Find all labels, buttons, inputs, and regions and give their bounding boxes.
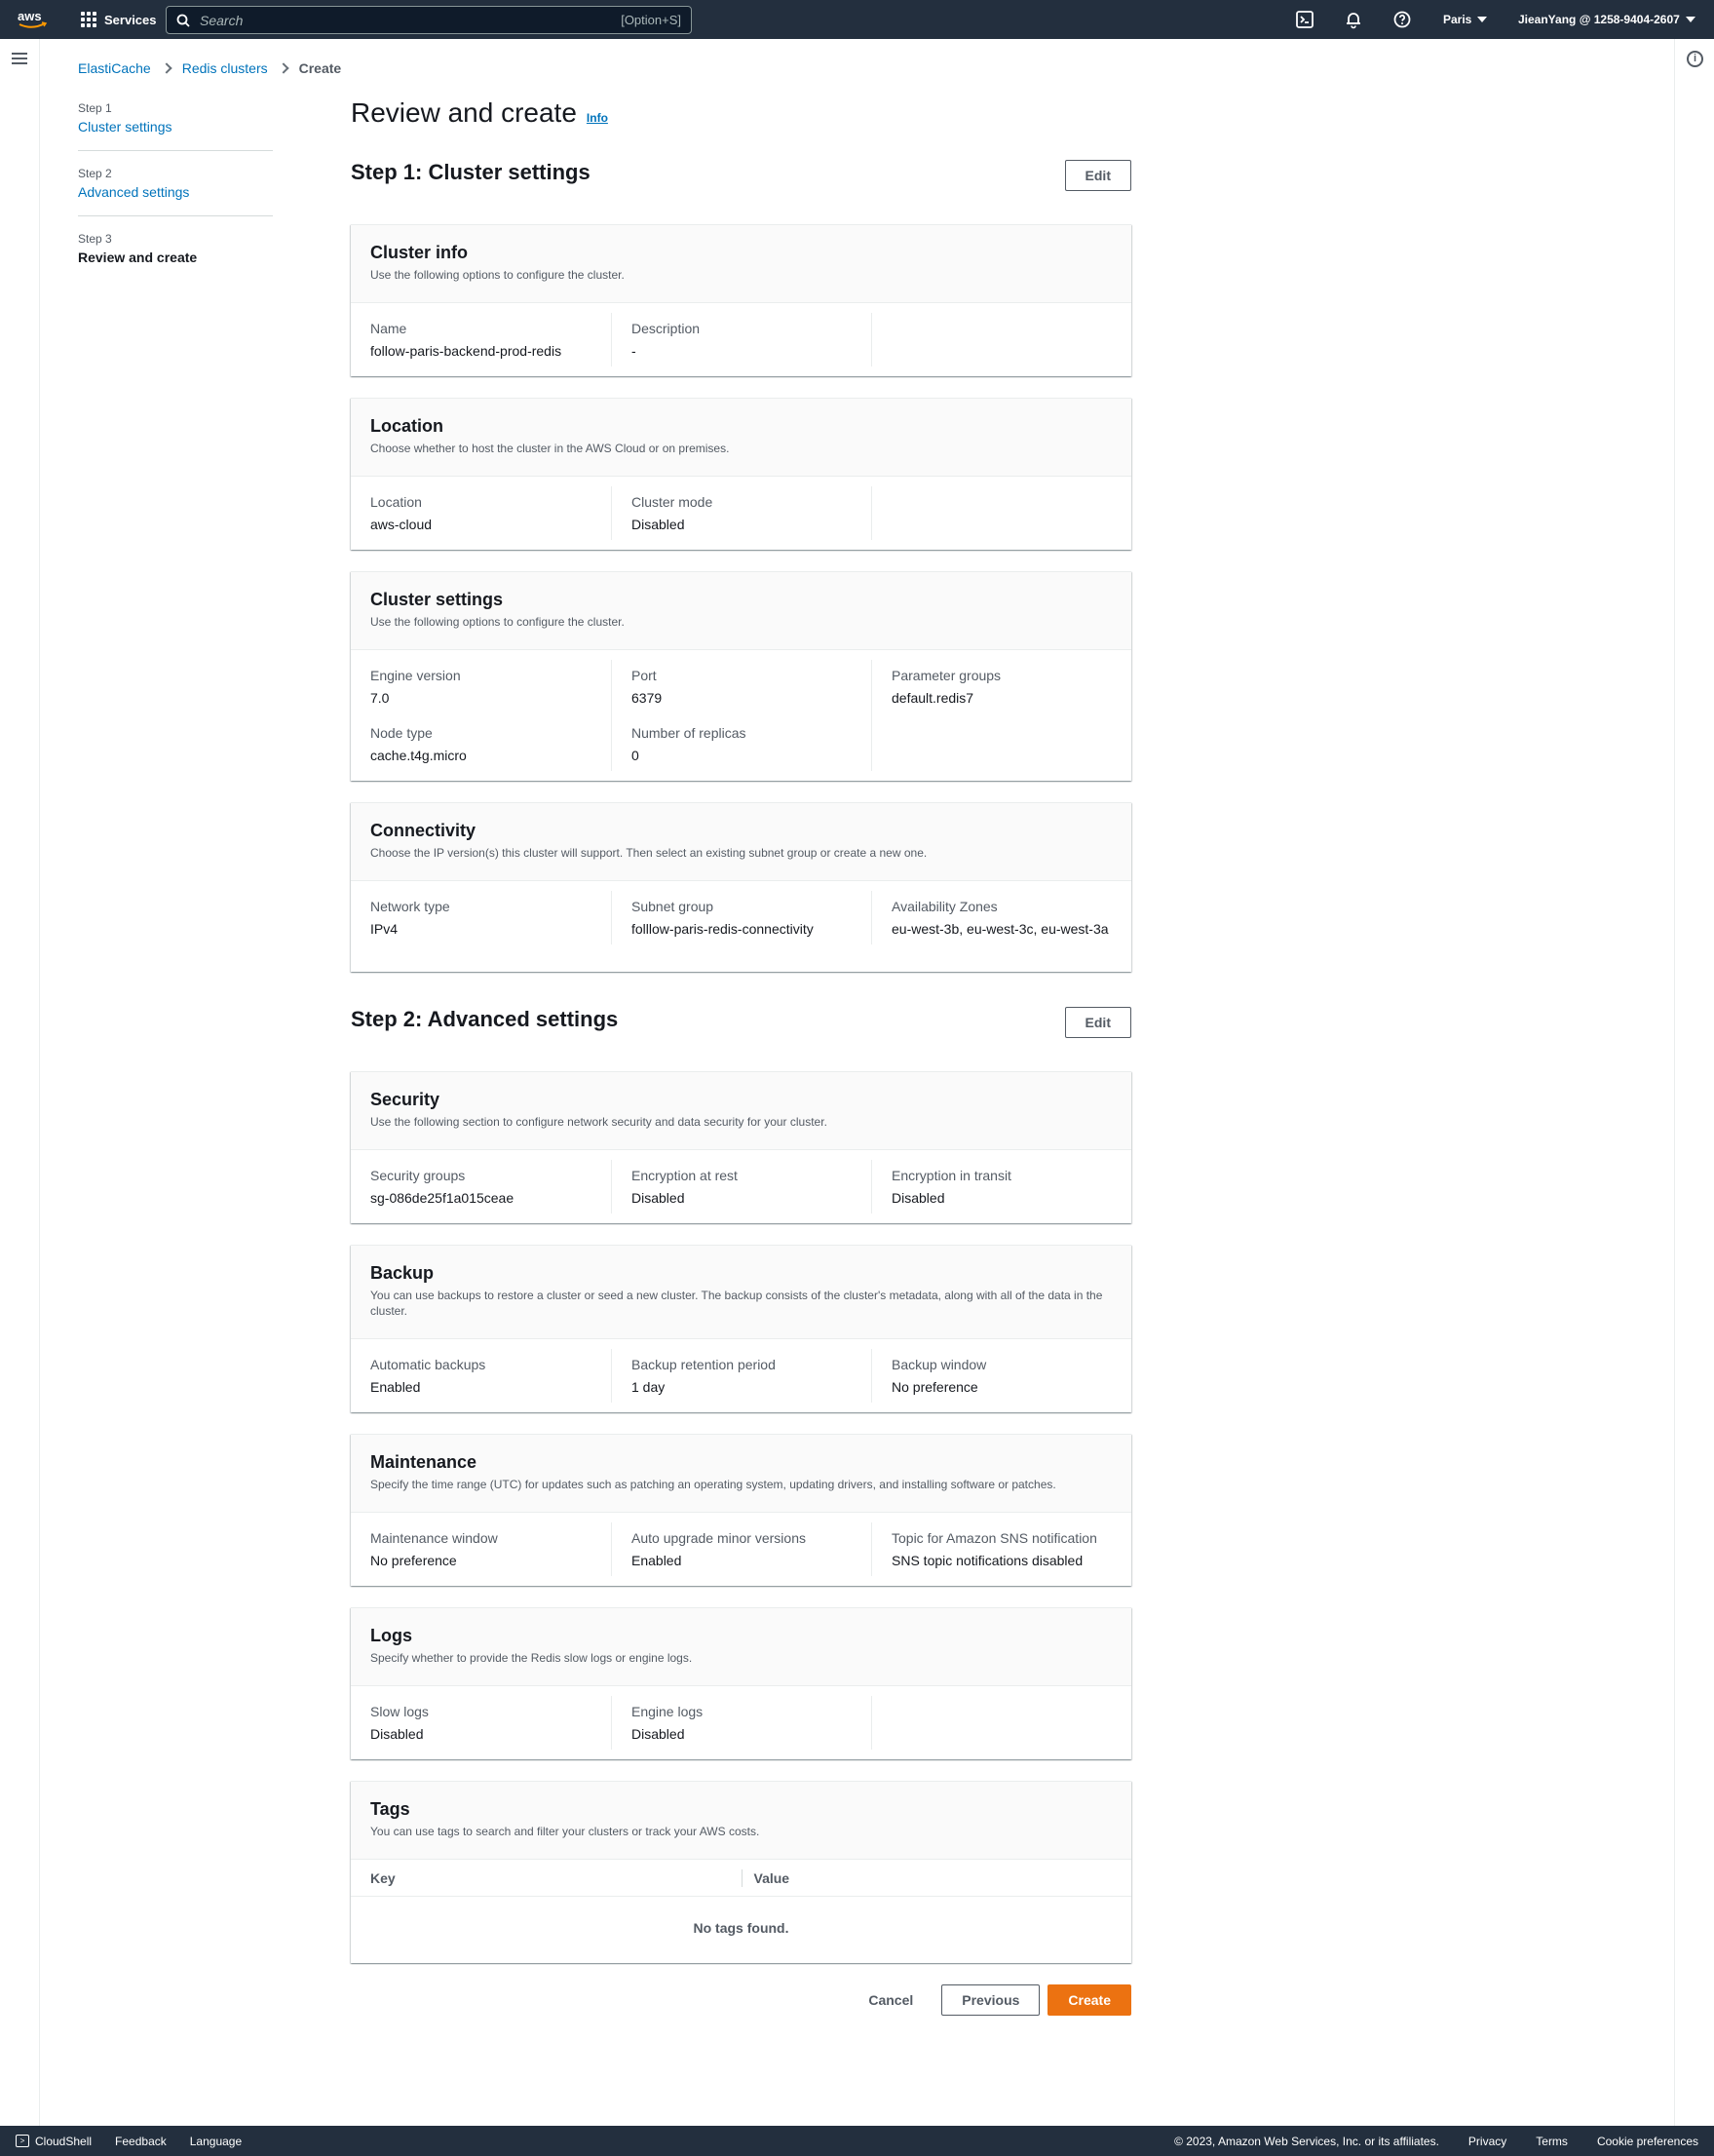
field-label: Security groups: [370, 1168, 466, 1183]
field-label: Engine logs: [631, 1704, 704, 1719]
column: [351, 486, 611, 540]
port-value: 6379: [631, 690, 663, 706]
panel-body: [351, 477, 1131, 550]
search-placeholder: Search: [200, 12, 244, 28]
field-label: Backup window: [892, 1357, 987, 1372]
panel-header: [351, 1608, 1131, 1686]
panel-description: Specify whether to provide the Redis slow logs or engine logs.: [370, 1651, 693, 1665]
field-label: Backup retention period: [631, 1357, 776, 1372]
cluster-name-value: follow-paris-backend-prod-redis: [370, 343, 562, 359]
maintenance-window-value: No preference: [370, 1553, 457, 1568]
automatic-backups-value: Enabled: [370, 1379, 421, 1395]
page-header: [351, 97, 1131, 129]
footer: [0, 2126, 1714, 2156]
engine-logs-value: Disabled: [631, 1726, 685, 1742]
column: [871, 1696, 1131, 1750]
encryption-transit-value: Disabled: [892, 1190, 945, 1206]
caret-down-icon: [1686, 17, 1695, 22]
wizard-step-2: [78, 167, 273, 216]
panel-header: [351, 572, 1131, 650]
column: [871, 313, 1131, 366]
column: [611, 660, 871, 771]
field-label: Maintenance window: [370, 1530, 498, 1546]
breadcrumb-elasticache[interactable]: ElastiCache: [78, 60, 151, 76]
retention-period-value: 1 day: [631, 1379, 666, 1395]
column: [351, 1522, 611, 1576]
column: [611, 1696, 871, 1750]
column-header-value: Value: [742, 1869, 1132, 1887]
backup-window-value: No preference: [892, 1379, 978, 1395]
field-label: Location: [370, 494, 422, 510]
subnet-group-value: folllow-paris-redis-connectivity: [631, 921, 814, 937]
column-header-key: Key: [370, 1869, 396, 1886]
panel-header: [351, 399, 1131, 477]
grid-icon: [81, 12, 96, 27]
field-label: Encryption at rest: [631, 1168, 738, 1183]
step-number: Step 1: [78, 101, 112, 115]
encryption-rest-value: Disabled: [631, 1190, 685, 1206]
main-content: [351, 97, 1131, 2016]
panel-description: Choose the IP version(s) this cluster will support. Then select an existing subnet group or create a new one.: [370, 846, 928, 860]
step2-title: Step 2: Advanced settings: [351, 1007, 619, 1031]
wizard-step-current: Review and create: [78, 250, 198, 265]
step2-edit-button[interactable]: Edit: [1065, 1007, 1131, 1038]
parameter-group-value: default.redis7: [892, 690, 974, 706]
panel-body: [351, 1339, 1131, 1412]
slow-logs-value: Disabled: [370, 1726, 424, 1742]
column: [351, 1160, 611, 1213]
account-menu[interactable]: [1518, 0, 1695, 39]
panel-header: [351, 1435, 1131, 1513]
copyright-text: © 2023, Amazon Web Services, Inc. or its affiliates.: [1174, 2134, 1439, 2148]
column: [611, 1160, 871, 1213]
previous-button[interactable]: Previous: [941, 1984, 1040, 2016]
network-type-value: IPv4: [370, 921, 399, 937]
step-number: Step 2: [78, 167, 112, 180]
panel-description: Use the following options to configure the cluster.: [370, 268, 625, 282]
field-label: Encryption in transit: [892, 1168, 1011, 1183]
create-button[interactable]: Create: [1047, 1984, 1131, 2016]
column: [871, 486, 1131, 540]
breadcrumb-redis-clusters[interactable]: Redis clusters: [181, 60, 268, 76]
cluster-settings-panel: [351, 571, 1131, 781]
wizard-step-3: [78, 232, 273, 281]
wizard-step-link-cluster-settings[interactable]: Cluster settings: [78, 119, 172, 135]
hamburger-menu-icon[interactable]: [12, 53, 27, 64]
panel-title: Backup: [370, 1263, 435, 1283]
panel-body: [351, 1686, 1131, 1759]
panel-title: Maintenance: [370, 1452, 477, 1472]
region-label: Paris: [1443, 13, 1472, 26]
panel-header: [351, 803, 1131, 881]
search-input[interactable]: [166, 6, 692, 34]
step2-header: [351, 1007, 1131, 1041]
field-label: Parameter groups: [892, 668, 1002, 683]
search-icon: [176, 14, 190, 27]
column: [871, 1349, 1131, 1403]
panel-title: Cluster info: [370, 243, 469, 262]
field-label: Auto upgrade minor versions: [631, 1530, 806, 1546]
panel-header: [351, 1072, 1131, 1150]
field-label: Network type: [370, 899, 450, 914]
sns-topic-value: SNS topic notifications disabled: [892, 1553, 1084, 1568]
panel-title: Logs: [370, 1626, 412, 1645]
step-number: Step 3: [78, 232, 112, 246]
privacy-link[interactable]: Privacy: [1467, 2134, 1507, 2148]
replicas-value: 0: [631, 748, 639, 763]
field-label: Number of replicas: [631, 725, 746, 741]
step1-edit-button[interactable]: Edit: [1065, 160, 1131, 191]
panel-body: [351, 650, 1131, 781]
column: [611, 486, 871, 540]
panel-body: [351, 881, 1131, 972]
step1-title: Step 1: Cluster settings: [351, 160, 590, 184]
column: [351, 891, 611, 944]
caret-down-icon: [1477, 17, 1487, 22]
chevron-right-icon: [161, 62, 171, 73]
logs-panel: [351, 1607, 1131, 1759]
panel-description: You can use tags to search and filter your clusters or track your AWS costs.: [370, 1825, 760, 1838]
info-link[interactable]: Info: [586, 111, 608, 125]
field-label: Node type: [370, 725, 433, 741]
panel-title: Security: [370, 1090, 440, 1109]
panel-title: Cluster settings: [370, 590, 504, 609]
panel-header: [351, 1246, 1131, 1339]
field-label: Port: [631, 668, 657, 683]
column: [611, 1522, 871, 1576]
column: [871, 1160, 1131, 1213]
column: [871, 660, 1131, 771]
form-actions: [351, 1984, 1131, 2016]
description-value: -: [631, 343, 636, 359]
panel-description: You can use backups to restore a cluster or seed a new cluster. The backup consists of the cluster's metadata, along with all of the data in the cluster.: [370, 1289, 1103, 1318]
panel-body: [351, 303, 1131, 376]
column: [871, 891, 1131, 944]
panel-header: [351, 1782, 1131, 1860]
notifications-bell-icon[interactable]: [1344, 10, 1363, 29]
step1-header: [351, 160, 1131, 194]
tags-table: [351, 1860, 1131, 1963]
cancel-button[interactable]: Cancel: [848, 1984, 933, 2016]
cloudshell-icon[interactable]: [1295, 10, 1314, 29]
column: [611, 313, 871, 366]
node-type-value: cache.t4g.micro: [370, 748, 467, 763]
help-icon[interactable]: [1392, 10, 1412, 29]
aws-logo[interactable]: [17, 8, 48, 31]
left-nav-rail: [0, 39, 40, 2126]
column: [611, 891, 871, 944]
column: [871, 1522, 1131, 1576]
security-panel: [351, 1071, 1131, 1223]
availability-zones-value: eu-west-3b, eu-west-3c, eu-west-3a: [892, 921, 1109, 937]
top-navigation: [0, 0, 1714, 39]
column: [351, 1349, 611, 1403]
wizard-steps: [78, 101, 273, 296]
panel-body: [351, 1150, 1131, 1223]
services-menu-button[interactable]: [81, 0, 157, 39]
field-label: Engine version: [370, 668, 461, 683]
security-group-value: sg-086de25f1a015ceae: [370, 1190, 514, 1206]
account-label: JieanYang @ 1258-9404-2607: [1518, 13, 1680, 26]
language-link[interactable]: Language: [189, 2134, 243, 2148]
svg-text:aws: aws: [18, 9, 42, 23]
column: [351, 313, 611, 366]
panel-description: Use the following options to configure the cluster.: [370, 615, 625, 629]
engine-version-value: 7.0: [370, 690, 390, 706]
column: [611, 1349, 871, 1403]
page-title: Review and create: [351, 97, 577, 128]
field-label: Description: [631, 321, 701, 336]
location-value: aws-cloud: [370, 517, 433, 532]
panel-description: Specify the time range (UTC) for updates such as patching an operating system, updating drivers, and installing software or patches.: [370, 1478, 1056, 1491]
field-label: Name: [370, 321, 407, 336]
panel-description: Choose whether to host the cluster in the AWS Cloud or on premises.: [370, 442, 730, 455]
field-label: Slow logs: [370, 1704, 429, 1719]
panel-title: Location: [370, 416, 443, 436]
wizard-step-1: [78, 101, 273, 151]
cloudshell-footer-button[interactable]: [16, 2135, 92, 2148]
tags-empty-state: No tags found.: [693, 1920, 789, 1936]
services-label: Services: [104, 12, 157, 27]
auto-upgrade-value: Enabled: [631, 1553, 682, 1568]
right-tools-rail: [1674, 39, 1714, 2126]
info-panel-icon[interactable]: i: [1687, 51, 1703, 67]
breadcrumb-current: Create: [298, 60, 342, 76]
field-label: Topic for Amazon SNS notification: [892, 1530, 1097, 1546]
feedback-link[interactable]: Feedback: [115, 2134, 167, 2148]
connectivity-panel: [351, 802, 1131, 972]
tags-panel: [351, 1781, 1131, 1963]
panel-description: Use the following section to configure network security and data security for your cluster.: [370, 1115, 827, 1129]
location-panel: [351, 398, 1131, 550]
wizard-step-link-advanced-settings[interactable]: Advanced settings: [78, 184, 190, 200]
terms-link[interactable]: Terms: [1536, 2134, 1568, 2148]
cluster-info-panel: [351, 224, 1131, 376]
cookie-preferences-link[interactable]: Cookie preferences: [1596, 2134, 1698, 2148]
column: [351, 1696, 611, 1750]
maintenance-panel: [351, 1434, 1131, 1586]
field-label: Availability Zones: [892, 899, 998, 914]
region-selector[interactable]: [1443, 0, 1487, 39]
panel-header: [351, 225, 1131, 303]
terminal-icon: >: [16, 2135, 29, 2147]
panel-body: [351, 1513, 1131, 1586]
field-label: Automatic backups: [370, 1357, 486, 1372]
breadcrumb: [78, 60, 341, 76]
field-label: Cluster mode: [631, 494, 713, 510]
backup-panel: [351, 1245, 1131, 1412]
panel-title: Connectivity: [370, 821, 476, 840]
panel-title: Tags: [370, 1799, 410, 1819]
tags-table-header: [351, 1860, 1131, 1897]
cluster-mode-value: Disabled: [631, 517, 685, 532]
search-shortcut: [Option+S]: [621, 13, 681, 27]
column: [351, 660, 611, 771]
chevron-right-icon: [278, 62, 288, 73]
field-label: Subnet group: [631, 899, 714, 914]
cloudshell-label: CloudShell: [35, 2134, 93, 2148]
